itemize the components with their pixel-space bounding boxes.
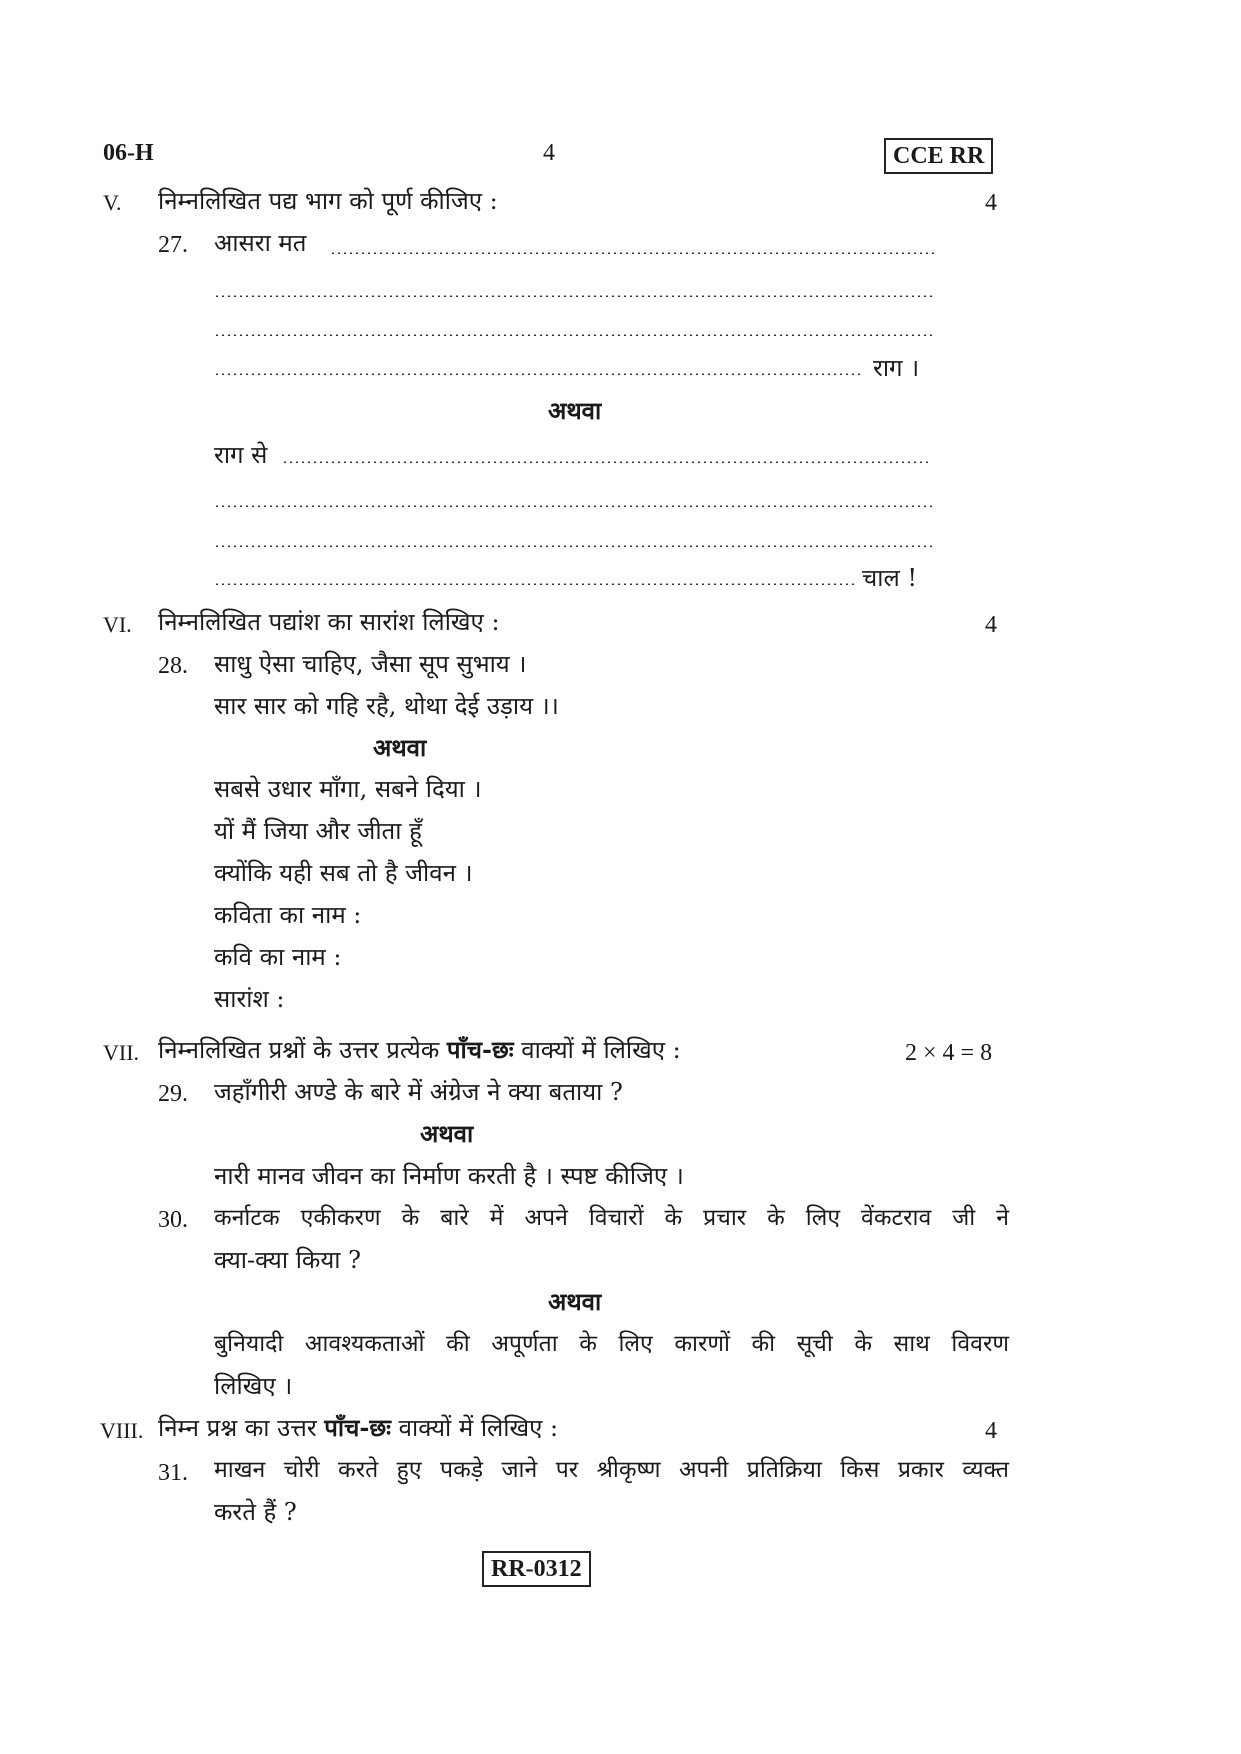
- or-divider: अथवा: [548, 396, 602, 425]
- q27-end: राग ।: [873, 354, 920, 382]
- instruction-text: वाक्यों में लिखिए :: [521, 1036, 681, 1064]
- section-vi-marks: 4: [985, 612, 997, 638]
- poem-line2: यों मैं जिया और जीता हूँ: [214, 817, 422, 845]
- paper-code: 06-H: [103, 140, 154, 166]
- q30-line2: क्या-क्या किया ?: [214, 1246, 361, 1274]
- q30-number: 30.: [158, 1207, 188, 1233]
- q30-alt-line2: लिखिए ।: [214, 1372, 293, 1400]
- section-vi-numeral: VI.: [103, 612, 132, 637]
- blank-line: [214, 505, 935, 507]
- q28-number: 28.: [158, 653, 188, 679]
- or-divider: अथवा: [420, 1119, 474, 1148]
- q30-alt-line1: बुनियादी आवश्यकताओं की अपूर्णता के लिए कारणों की सूची के साथ विवरण: [214, 1331, 1009, 1357]
- footer-code-badge: [482, 1551, 591, 1587]
- section-vi-instruction: निम्नलिखित पद्यांश का सारांश लिखिए :: [158, 608, 500, 636]
- or-divider: अथवा: [373, 733, 427, 762]
- q31-line2: करते हैं ?: [214, 1498, 297, 1526]
- footer-code: RR-0312: [491, 1556, 582, 1582]
- q28-line1: साधु ऐसा चाहिए, जैसा सूप सुभाय ।: [214, 650, 527, 678]
- poem-name-label: कविता का नाम :: [214, 901, 362, 929]
- q31-number: 31.: [158, 1460, 188, 1486]
- section-viii-instruction: [158, 1413, 558, 1443]
- section-viii-numeral: VIII.: [100, 1418, 144, 1443]
- blank-line: [282, 461, 932, 463]
- instruction-text: वाक्यों में लिखिए :: [398, 1414, 559, 1442]
- instruction-emphasis: पाँच-छः: [446, 1035, 514, 1064]
- q27-number: 27.: [158, 232, 188, 258]
- section-v-marks: 4: [985, 190, 997, 216]
- series-label: CCE RR: [893, 143, 985, 169]
- q29-alt-text: नारी मानव जीवन का निर्माण करती है । स्पष्ट कीजिए ।: [214, 1162, 684, 1190]
- blank-line: [214, 583, 854, 585]
- blank-line: [330, 252, 935, 254]
- blank-line: [214, 373, 864, 375]
- q30-line1: कर्नाटक एकीकरण के बारे में अपने विचारों के प्रचार के लिए वेंकटराव जी ने: [214, 1205, 1009, 1231]
- poet-name-label: कवि का नाम :: [214, 943, 342, 971]
- summary-label: सारांश :: [214, 985, 285, 1013]
- section-v-instruction: निम्नलिखित पद्य भाग को पूर्ण कीजिए :: [158, 187, 498, 215]
- series-badge: [884, 138, 993, 174]
- section-viii-marks: 4: [985, 1418, 997, 1444]
- page-number: 4: [543, 140, 555, 166]
- section-v-numeral: V.: [103, 190, 122, 215]
- instruction-text: निम्नलिखित प्रश्नों के उत्तर प्रत्येक: [158, 1036, 440, 1064]
- instruction-text: निम्न प्रश्न का उत्तर: [158, 1414, 317, 1442]
- section-vii-numeral: VII.: [103, 1040, 140, 1065]
- q29-number: 29.: [158, 1081, 188, 1107]
- poem-line3: क्योंकि यही सब तो है जीवन ।: [214, 859, 473, 887]
- blank-line: [214, 334, 935, 336]
- section-vii-marks: 2 × 4 = 8: [905, 1040, 993, 1066]
- q28-line2: सार सार को गहि रहै, थोथा देई उड़ाय ।।: [214, 692, 559, 720]
- section-vii-instruction: [158, 1035, 681, 1065]
- blank-line: [214, 295, 935, 297]
- blank-line: [214, 545, 935, 547]
- q31-line1: माखन चोरी करते हुए पकड़े जाने पर श्रीकृष्ण अपनी प्रतिक्रिया किस प्रकार व्यक्त: [214, 1457, 1009, 1483]
- alt-end: चाल !: [862, 564, 918, 592]
- alt-start: राग से: [214, 441, 268, 469]
- or-divider: अथवा: [548, 1287, 602, 1316]
- q29-text: जहाँगीरी अण्डे के बारे में अंग्रेज ने क्या बताया ?: [214, 1078, 623, 1106]
- q27-start: आसरा मत: [214, 229, 307, 257]
- instruction-emphasis: पाँच-छः: [324, 1413, 392, 1442]
- poem-line1: सबसे उधार माँगा, सबने दिया ।: [214, 775, 482, 803]
